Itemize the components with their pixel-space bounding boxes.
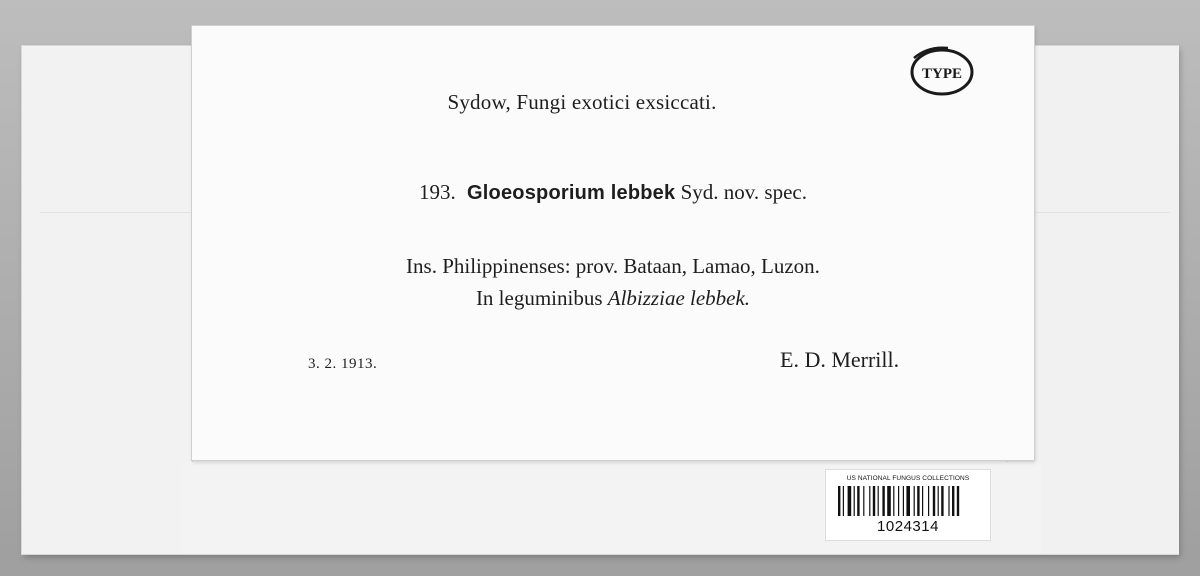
- fold-line: [1030, 212, 1170, 213]
- host-line: [192, 286, 1034, 311]
- host-prefix: In leguminibus: [475, 286, 603, 310]
- type-stamp-text: TYPE: [921, 66, 963, 82]
- species-line: [192, 180, 1034, 205]
- type-stamp: [908, 44, 974, 96]
- barcode-sticker: [826, 470, 990, 540]
- collection-name: US NATIONAL FUNGUS COLLECTIONS: [846, 475, 970, 482]
- accession-number: 1024314: [877, 518, 939, 535]
- specimen-label: [192, 26, 1034, 460]
- type-stamp-icon: [908, 44, 974, 96]
- exsiccata-title: Sydow, Fungi exotici exsiccati.: [447, 90, 717, 114]
- collector-name: E. D. Merrill.: [780, 347, 900, 372]
- species-name: Gloeosporium lebbek: [467, 182, 676, 204]
- host-name: Albizziae lebbek.: [607, 286, 751, 310]
- barcode-icon: [838, 486, 978, 516]
- species-authority: Syd. nov. spec.: [680, 180, 807, 204]
- species-number: 193.: [419, 180, 456, 204]
- collection-date: 3. 2. 1913.: [308, 356, 378, 372]
- packet-left-flap: [22, 46, 193, 554]
- fold-line: [40, 212, 190, 213]
- locality-line: Ins. Philippinenses: prov. Bataan, Lamao, Luzon.: [406, 254, 820, 278]
